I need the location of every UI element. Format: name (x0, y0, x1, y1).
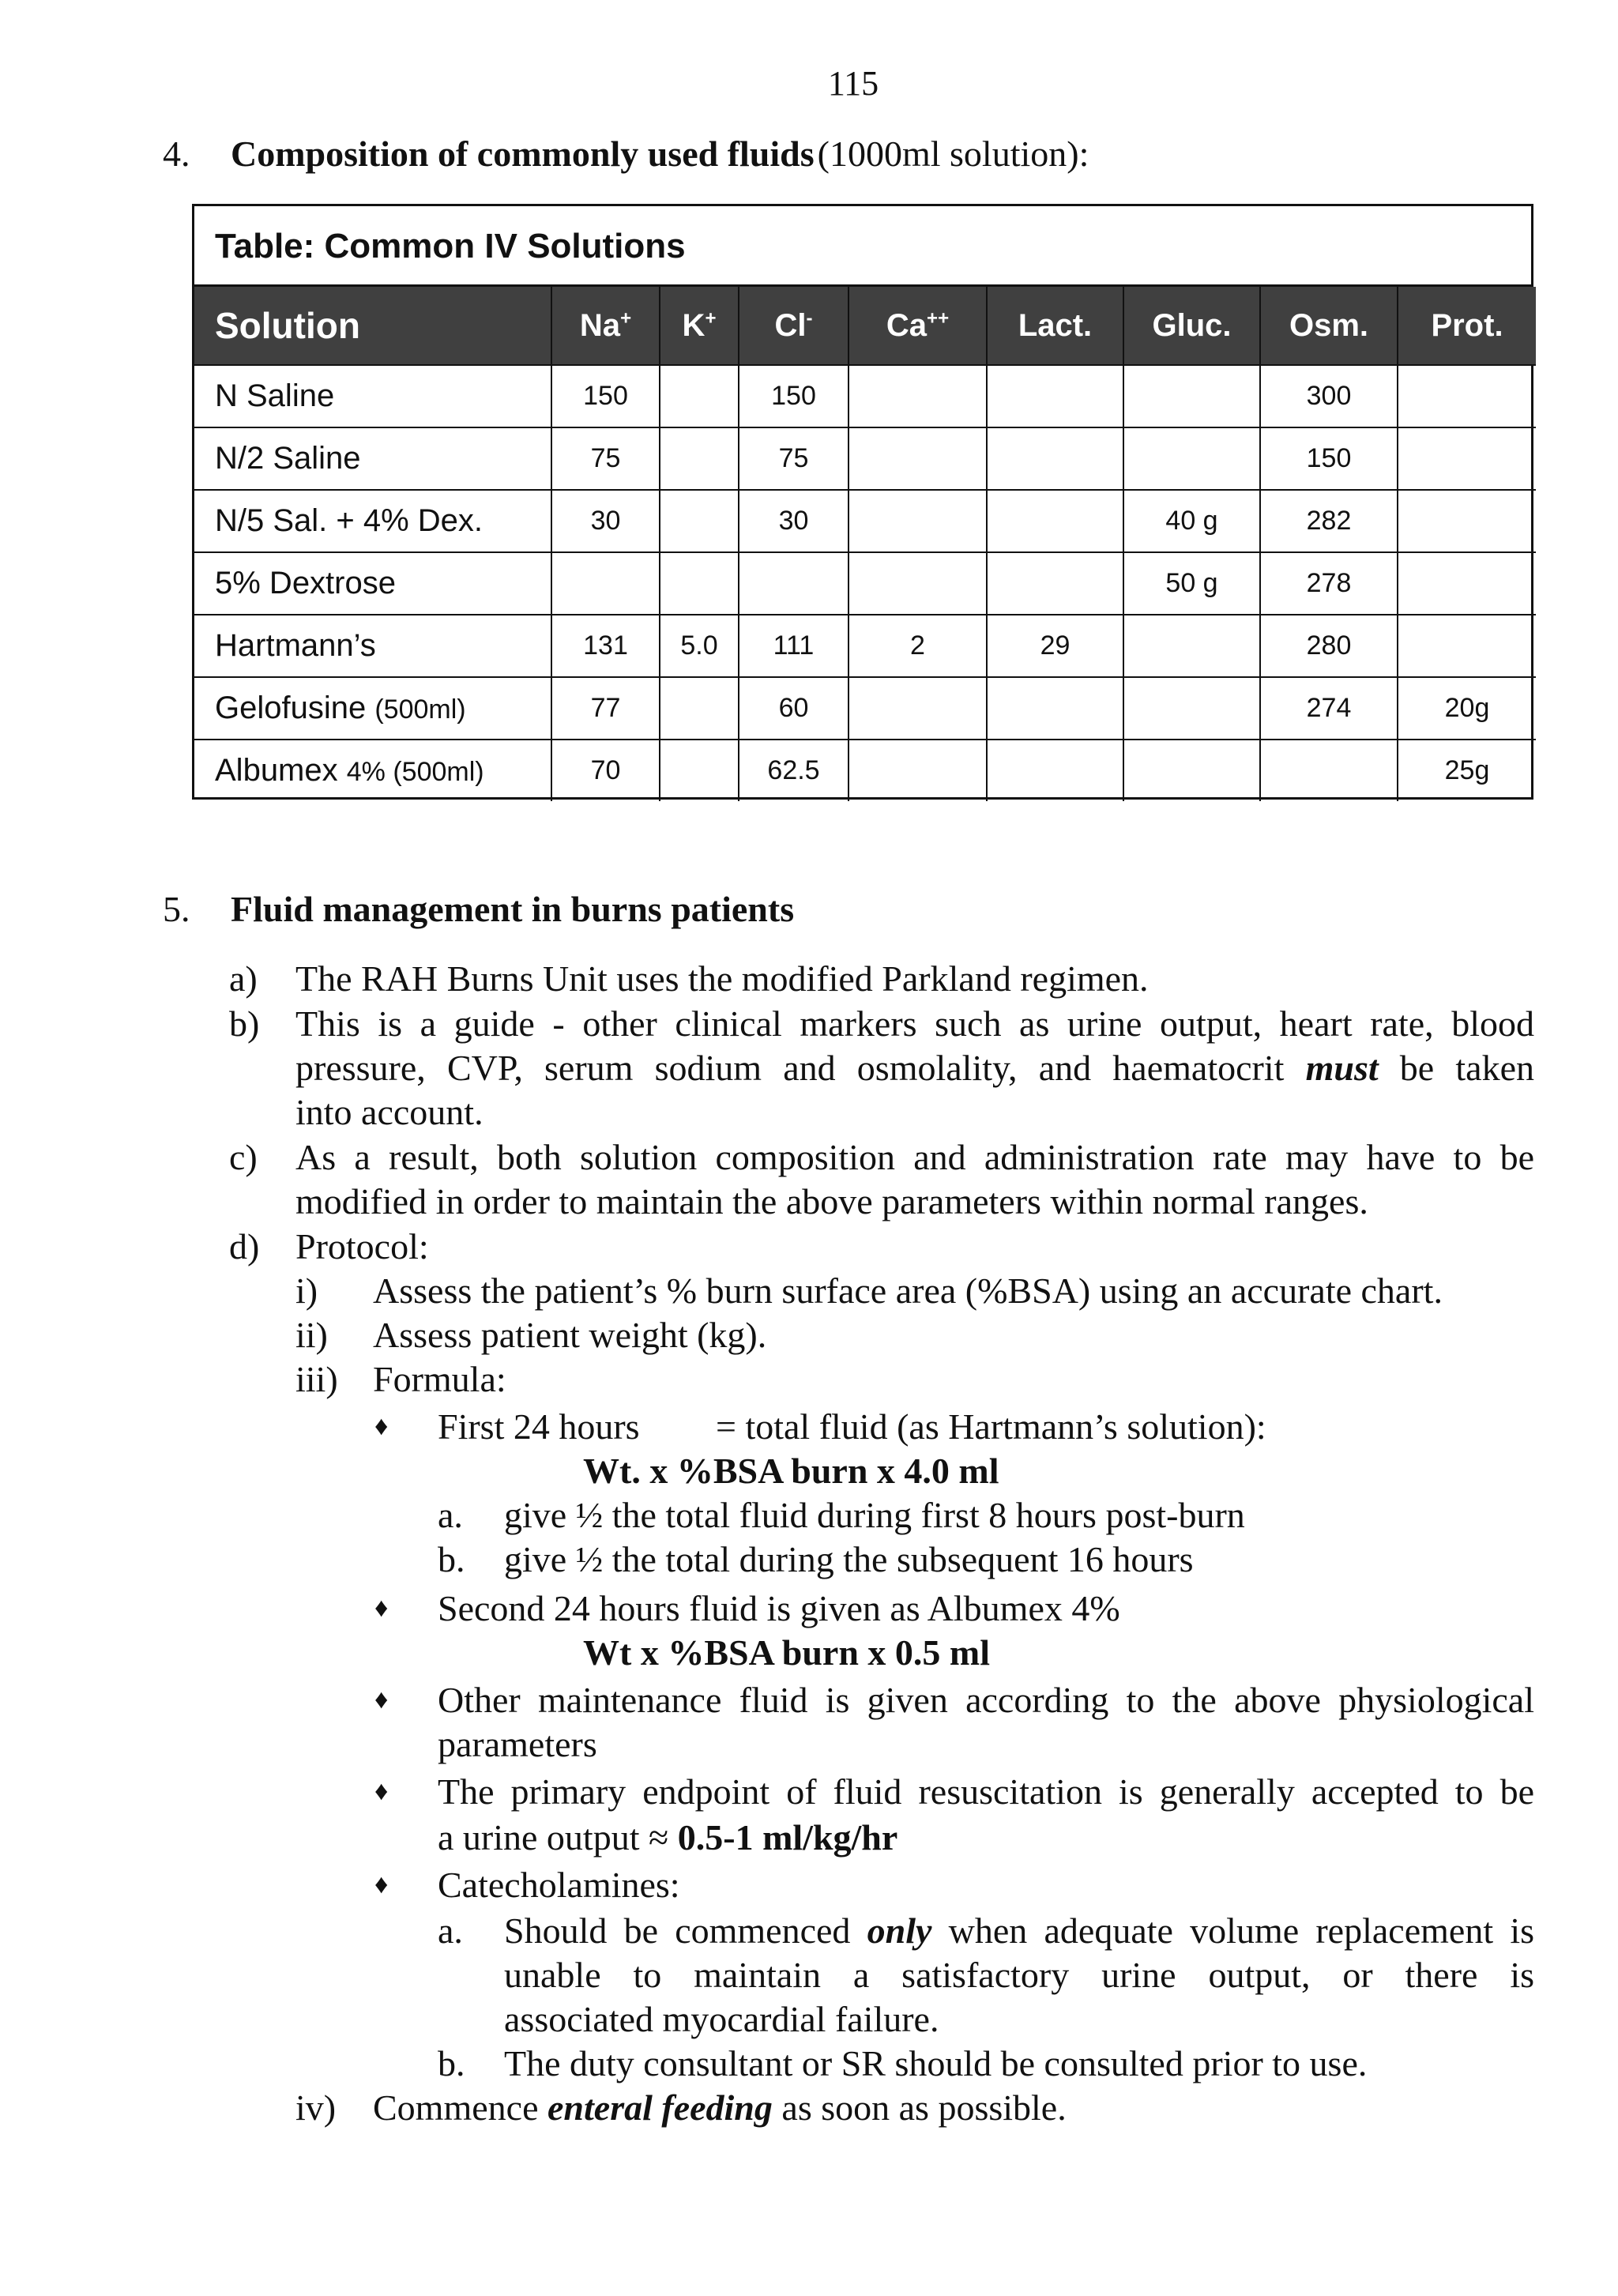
cell-na (551, 552, 660, 615)
item-d-label: d) (229, 1226, 260, 1267)
row-solution-name: Hartmann’s (194, 615, 551, 677)
table-caption: Table: Common IV Solutions (194, 206, 1531, 287)
header-osm: Osm. (1260, 287, 1398, 365)
iv-solutions-table (192, 204, 1533, 800)
bullet-3-line-2: parameters (438, 1724, 597, 1764)
cell-lact (987, 365, 1123, 427)
cell-osm: 280 (1260, 615, 1398, 677)
section-4-title: Composition of commonly used fluids (231, 134, 815, 174)
cell-na: 131 (551, 615, 660, 677)
cell-osm: 150 (1260, 427, 1398, 490)
section-4-subtitle: (1000ml solution): (817, 134, 1089, 174)
cat-a-line-1: Should be commenced only when adequate volume replacement is (504, 1910, 1534, 1951)
cell-osm: 278 (1260, 552, 1398, 615)
table-row (194, 615, 1536, 677)
cell-lact: 29 (987, 615, 1123, 677)
item-ii-text: Assess patient weight (kg). (373, 1315, 767, 1355)
item-b-line-3: into account. (295, 1092, 484, 1132)
cell-k: 5.0 (660, 615, 739, 677)
cell-cl: 150 (739, 365, 849, 427)
section-4-heading (231, 133, 1089, 175)
item-iii-text: Formula: (373, 1359, 506, 1399)
header-gluc: Gluc. (1123, 287, 1260, 365)
sub-a-text: give ½ the total fluid during first 8 hours post-burn (504, 1495, 1245, 1535)
cell-na: 150 (551, 365, 660, 427)
cell-prot: 20g (1398, 677, 1536, 740)
section-4-number: 4. (163, 134, 190, 174)
header-solution: Solution (194, 287, 551, 365)
row-solution-name: N/5 Sal. + 4% Dex. (194, 490, 551, 552)
cell-gluc: 50 g (1123, 552, 1260, 615)
cell-osm: 274 (1260, 677, 1398, 740)
cell-ca (849, 740, 987, 801)
item-iii-label: iii) (295, 1359, 338, 1399)
cell-cl: 111 (739, 615, 849, 677)
header-ca: Ca++ (849, 287, 987, 365)
header-k: K+ (660, 287, 739, 365)
cell-k (660, 740, 739, 801)
cell-ca (849, 365, 987, 427)
sub-b-label: b. (438, 1539, 465, 1579)
cell-k (660, 427, 739, 490)
item-a-label: a) (229, 958, 258, 999)
item-c-line-2: modified in order to maintain the above parameters within normal ranges. (295, 1181, 1368, 1221)
row-solution-name: N/2 Saline (194, 427, 551, 490)
item-iv-text: Commence enteral feeding as soon as possible. (373, 2087, 1067, 2128)
bullet-5-text: Catecholamines: (438, 1865, 680, 1905)
cell-gluc (1123, 427, 1260, 490)
item-iv-label: iv) (295, 2087, 337, 2128)
cell-na: 75 (551, 427, 660, 490)
cell-prot (1398, 615, 1536, 677)
item-c-label: c) (229, 1137, 258, 1177)
table-row (194, 490, 1536, 552)
cell-lact (987, 490, 1123, 552)
cell-cl: 30 (739, 490, 849, 552)
cell-k (660, 552, 739, 615)
diamond-bullet-icon: ♦ (374, 1777, 389, 1806)
cell-cl (739, 552, 849, 615)
cell-k (660, 490, 739, 552)
item-b-line-1: This is a guide - other clinical markers such as urine output, heart rate, blood (295, 1003, 1534, 1044)
cell-k (660, 365, 739, 427)
cat-a-line-3: associated myocardial failure. (504, 1999, 939, 2039)
bullet-4-line-1: The primary endpoint of fluid resuscitation is generally accepted to be (438, 1771, 1534, 1812)
section-5-number: 5. (163, 889, 190, 929)
bullet-1-equation: = total fluid (as Hartmann’s solution): (716, 1406, 1266, 1447)
row-solution-name: Gelofusine (500ml) (194, 677, 551, 740)
cell-ca (849, 490, 987, 552)
header-lact: Lact. (987, 287, 1123, 365)
bullet-4-line-2: a urine output ≈ 0.5-1 ml/kg/hr (438, 1817, 898, 1858)
cell-gluc (1123, 677, 1260, 740)
cell-cl: 62.5 (739, 740, 849, 801)
row-solution-name: Albumex 4% (500ml) (194, 740, 551, 801)
item-ii-label: ii) (295, 1315, 328, 1355)
formula-1: Wt. x %BSA burn x 4.0 ml (583, 1451, 999, 1491)
table-row (194, 740, 1536, 801)
cell-cl: 60 (739, 677, 849, 740)
bullet-2-text: Second 24 hours fluid is given as Albumex 4% (438, 1588, 1120, 1628)
table-row (194, 552, 1536, 615)
cell-na: 70 (551, 740, 660, 801)
item-b-label: b) (229, 1003, 260, 1044)
cell-lact (987, 677, 1123, 740)
cell-ca (849, 427, 987, 490)
item-b-line-2: pressure, CVP, serum sodium and osmolality, and haematocrit must be taken (295, 1048, 1534, 1088)
row-solution-name: 5% Dextrose (194, 552, 551, 615)
cell-osm (1260, 740, 1398, 801)
cell-prot (1398, 365, 1536, 427)
diamond-bullet-icon: ♦ (374, 1594, 389, 1623)
cell-prot (1398, 427, 1536, 490)
table-row (194, 365, 1536, 427)
section-5-title: Fluid management in burns patients (231, 889, 795, 929)
cell-cl: 75 (739, 427, 849, 490)
item-d-text: Protocol: (295, 1226, 429, 1267)
item-c-line-1: As a result, both solution composition and administration rate may have to be (295, 1137, 1534, 1177)
table-header-row (194, 287, 1536, 365)
cell-ca (849, 552, 987, 615)
cell-gluc (1123, 615, 1260, 677)
cat-a-label: a. (438, 1910, 463, 1951)
diamond-bullet-icon: ♦ (374, 1412, 389, 1441)
item-a-text: The RAH Burns Unit uses the modified Parkland regimen. (295, 958, 1149, 999)
table-row (194, 427, 1536, 490)
cell-gluc (1123, 365, 1260, 427)
cat-b-text: The duty consultant or SR should be consulted prior to use. (504, 2043, 1368, 2083)
cell-ca: 2 (849, 615, 987, 677)
diamond-bullet-icon: ♦ (374, 1685, 389, 1714)
solutions-grid (194, 287, 1536, 801)
row-solution-name: N Saline (194, 365, 551, 427)
cell-prot (1398, 490, 1536, 552)
sub-a-label: a. (438, 1495, 463, 1535)
sub-b-text: give ½ the total during the subsequent 16 hours (504, 1539, 1194, 1579)
table-row (194, 677, 1536, 740)
cell-k (660, 677, 739, 740)
cell-prot: 25g (1398, 740, 1536, 801)
cell-gluc: 40 g (1123, 490, 1260, 552)
page-number: 115 (827, 64, 879, 103)
cell-lact (987, 740, 1123, 801)
cell-ca (849, 677, 987, 740)
formula-2: Wt x %BSA burn x 0.5 ml (583, 1632, 991, 1673)
bullet-1-head: First 24 hours (438, 1406, 640, 1447)
cell-na: 77 (551, 677, 660, 740)
item-i-label: i) (295, 1270, 318, 1311)
bullet-3-line-1: Other maintenance fluid is given according to the above physiological (438, 1680, 1534, 1720)
header-na: Na+ (551, 287, 660, 365)
cat-b-label: b. (438, 2043, 465, 2083)
cell-lact (987, 427, 1123, 490)
cell-na: 30 (551, 490, 660, 552)
cell-osm: 282 (1260, 490, 1398, 552)
cat-a-line-2: unable to maintain a satisfactory urine output, or there is (504, 1955, 1534, 1995)
item-i-text: Assess the patient’s % burn surface area (%BSA) using an accurate chart. (373, 1270, 1443, 1311)
cell-lact (987, 552, 1123, 615)
cell-osm: 300 (1260, 365, 1398, 427)
header-prot: Prot. (1398, 287, 1536, 365)
header-cl: Cl- (739, 287, 849, 365)
diamond-bullet-icon: ♦ (374, 1870, 389, 1899)
cell-gluc (1123, 740, 1260, 801)
cell-prot (1398, 552, 1536, 615)
